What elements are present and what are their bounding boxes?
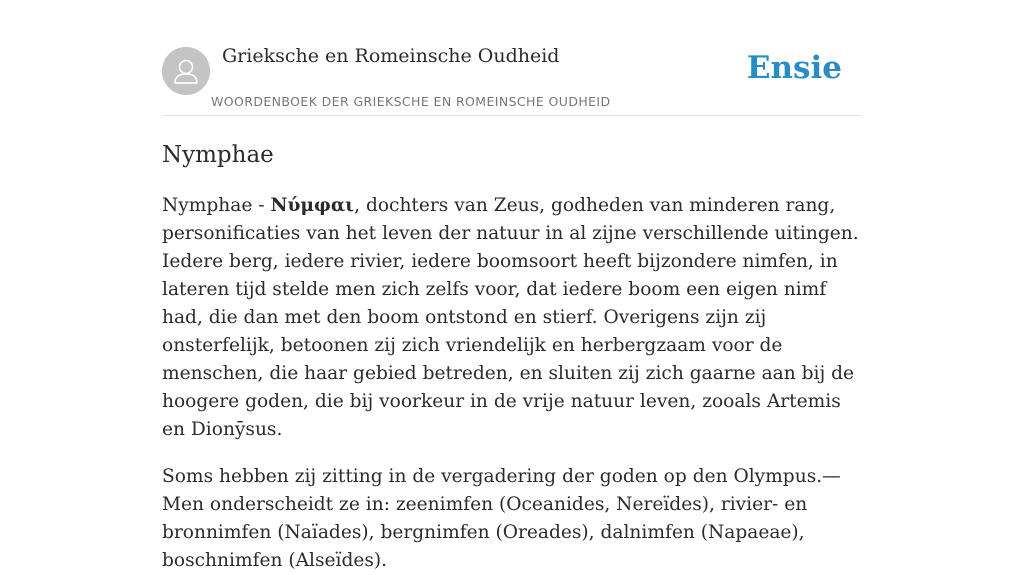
site-title[interactable]: Grieksche en Romeinsche Oudheid [222,45,560,67]
header [162,0,862,116]
entry-title: Nymphae [162,142,274,168]
entry-definition: , dochters van Zeus, godheden van minderen rang, personificaties van het leven der natuur in al zijne verschillende uitingen. Iedere berg, iedere rivier, iedere boomsoort heeft bijzondere nimfen, in lateren tijd stelde men zich zelfs voor, dat iedere boom een eigen nimf had, die dan met den boom ontstond en stierf. Overigens zijn zij onsterfelijk, betoonen zij zich vriendelijk en herbergzaam voor de menschen, die haar gebied betreden, en sluiten zij zich gaarne aan bij de hoogere goden, die bij voorkeur in de vrije natuur leven, zooals Artemis en Dionȳsus. [162,195,859,440]
brand-logo[interactable]: Ensie [746,50,842,86]
user-icon[interactable] [162,47,210,95]
entry-paragraph-2: Soms hebben zij zitting in de vergadering der goden op den Olympus.—Men onderscheidt ze in: zeenimfen (Oceanides, Nereïdes), rivier- en bronnimfen (Naïades), bergnimfen (Oreades), dalnimfen (Napaeae), boschnimfen (Alseïdes). [162,466,841,571]
site-subtitle: WOORDENBOEK DER GRIEKSCHE EN ROMEINSCHE OUDHEID [211,94,611,109]
greek-term: Νύμφαι [270,195,355,216]
entry-lemma: Nymphae - [162,195,271,216]
entry-paragraph-1 [162,192,862,444]
entry-content [162,138,862,575]
